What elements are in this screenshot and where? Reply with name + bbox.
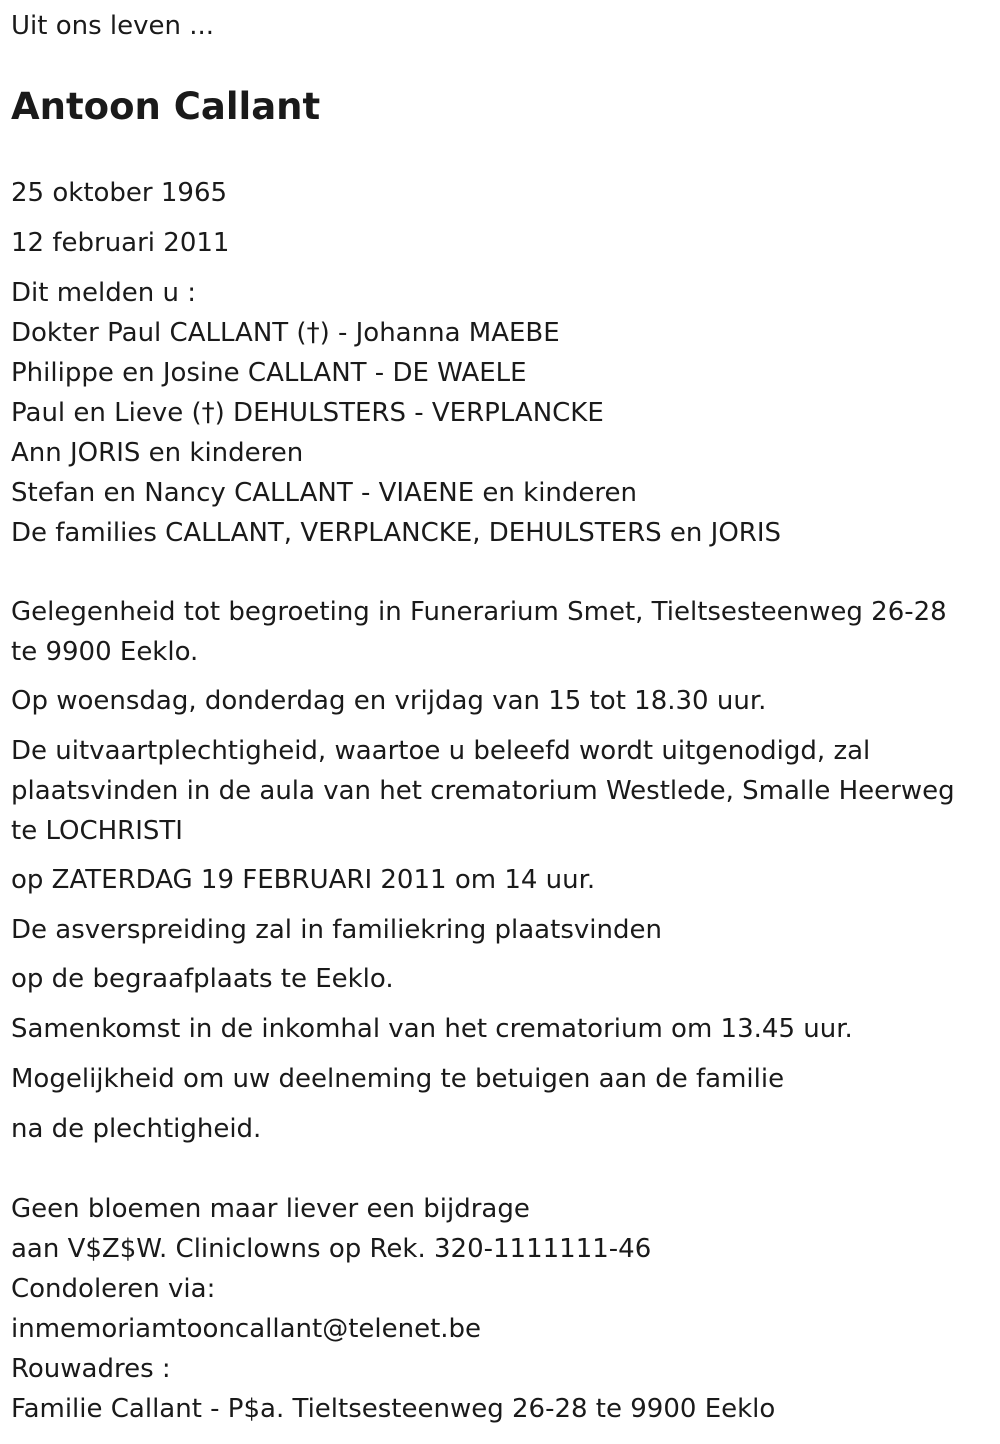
ceremony-section (11, 731, 955, 851)
condolence-line-1: Mogelijkheid om uw deelneming te betuigen aan de familie (11, 1064, 785, 1094)
announcer-line: Philippe en Josine CALLANT - DE WAELE (11, 358, 527, 388)
mourning-address: Familie Callant - P$a. Tieltsesteenweg 26-28 te 9900 Eeklo (11, 1394, 776, 1424)
visitation-section (11, 592, 947, 672)
condolence-line-2: na de plechtigheid. (11, 1114, 262, 1144)
flowers-line-1: Geen bloemen maar liever een bijdrage (11, 1194, 530, 1224)
deceased-name: Antoon Callant (11, 85, 321, 128)
announcer-line: Dokter Paul CALLANT (†) - Johanna MAEBE (11, 318, 560, 348)
ceremony-city: te LOCHRISTI (11, 816, 183, 846)
ceremony-location: plaatsvinden in de aula van het crematorium Westlede, Smalle Heerweg (11, 776, 955, 806)
intro-text: Uit ons leven ... (11, 11, 215, 41)
announcer-line: Ann JORIS en kinderen (11, 438, 304, 468)
announcers-section (11, 273, 781, 553)
visitation-city: te 9900 Eeklo. (11, 637, 199, 667)
condole-email: inmemoriamtooncallant@telenet.be (11, 1314, 482, 1344)
closing-section (11, 1189, 775, 1429)
death-date: 12 februari 2011 (11, 228, 230, 258)
visitation-hours: Op woensdag, donderdag en vrijdag van 15 tot 18.30 uur. (11, 686, 767, 716)
gathering-text: Samenkomst in de inkomhal van het crematorium om 13.45 uur. (11, 1014, 853, 1044)
birth-date: 25 oktober 1965 (11, 178, 228, 208)
visitation-location: Gelegenheid tot begroeting in Funerarium Smet, Tieltsesteenweg 26-28 (11, 597, 947, 627)
ashes-line-2: op de begraafplaats te Eeklo. (11, 964, 394, 994)
address-label: Rouwadres : (11, 1354, 171, 1384)
announcer-line: Paul en Lieve (†) DEHULSTERS - VERPLANCKE (11, 398, 604, 428)
ceremony-invitation: De uitvaartplechtigheid, waartoe u beleefd wordt uitgenodigd, zal (11, 736, 871, 766)
condole-label: Condoleren via: (11, 1274, 216, 1304)
announcer-line: Stefan en Nancy CALLANT - VIAENE en kinderen (11, 478, 638, 508)
flowers-line-2: aan V$Z$W. Cliniclowns op Rek. 320-1111111-46 (11, 1234, 652, 1264)
ashes-line-1: De asverspreiding zal in familiekring plaatsvinden (11, 915, 662, 945)
announcer-line: De families CALLANT, VERPLANCKE, DEHULSTERS en JORIS (11, 518, 782, 548)
announcers-heading: Dit melden u : (11, 278, 196, 308)
ceremony-date: op ZATERDAG 19 FEBRUARI 2011 om 14 uur. (11, 865, 596, 895)
